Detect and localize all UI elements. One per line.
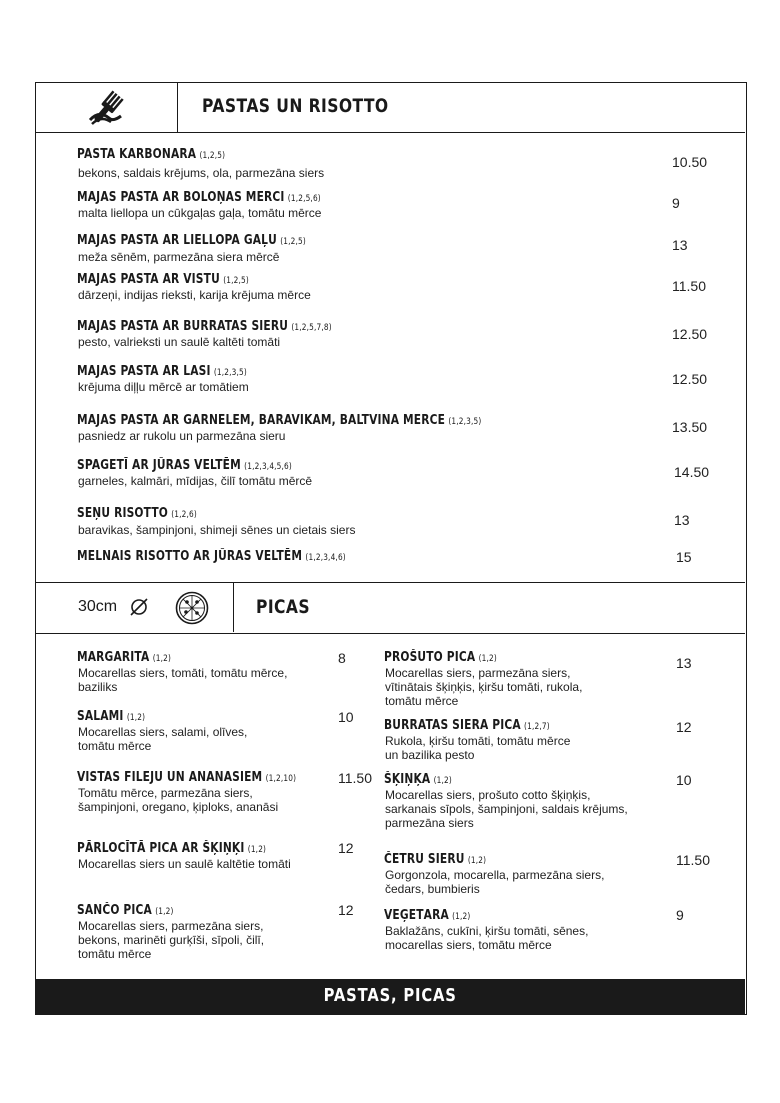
menu-item-desc: dārzeņi, indijas rieksti, karija krējuma mērce: [78, 288, 311, 302]
menu-item-name: PASTA KARBONARA (1,2,5): [77, 147, 226, 162]
pizza-item-price: 12: [338, 840, 354, 856]
pizza-section-title: PICAS: [256, 596, 310, 618]
pizza-item-price: 10: [338, 709, 354, 725]
pizza-item-price: 12: [338, 902, 354, 918]
pasta-icon-cell: [36, 83, 178, 132]
pizza-item-desc: Mocarellas siers, tomāti, tomātu mērce, baziliks: [78, 666, 288, 694]
pizza-item-name: ŠĶIŅĶA (1,2): [384, 772, 452, 787]
menu-item-name: MĀJAS PASTA AR BOLOŅAS MĒRCI (1,2,5,6): [77, 190, 321, 205]
pizza-item-desc: Mocarellas siers, salami, olīves, tomātu mērce: [78, 725, 248, 753]
menu-item-name: SPAGETĪ AR JŪRAS VELTĒM (1,2,3,4,5,6): [77, 458, 292, 473]
pizza-item-desc: Mocarellas siers, prošuto cotto šķiņķis, sarkanais sīpols, šampinjoni, saldais krējums, parmezāna siers: [385, 788, 628, 830]
pizza-item-name: PROŠUTO PICA (1,2): [384, 650, 497, 665]
pizza-item-name: BURRATAS SIERA PICA (1,2,7): [384, 718, 550, 733]
menu-item-desc: meža sēnēm, parmezāna siera mērcē: [78, 250, 280, 264]
menu-item-name: MĀJAS PASTA AR LASI (1,2,3,5): [77, 364, 247, 379]
menu-item-price: 13.50: [672, 419, 708, 435]
pasta-section-title: PASTAS UN RISOTTO: [202, 95, 389, 117]
pizza-item-desc: Mocarellas siers un saulē kaltētie tomāti: [78, 857, 291, 871]
pizza-item-name: VEĢETĀRĀ (1,2): [384, 908, 471, 923]
pizza-item-price: 11.50: [338, 770, 372, 786]
menu-item-name: MĀJAS PASTA AR VISTU (1,2,5): [77, 272, 249, 287]
menu-item-price: 10.50: [672, 154, 708, 170]
menu-item-price: 11.50: [672, 278, 706, 294]
pizza-item-price: 11.50: [676, 852, 710, 868]
menu-item-name: MELNAIS RISOTTO AR JŪRAS VELTĒM (1,2,3,4,6): [77, 549, 346, 564]
pizza-item-desc: Mocarellas siers, parmezāna siers, vītinātais šķiņķis, ķiršu tomāti, rukola, tomātu mērce: [385, 666, 583, 708]
menu-item-name: MĀJAS PASTA AR BURRATAS SIERU (1,2,5,7,8): [77, 319, 332, 334]
pizza-item-name: SANČO PICA (1,2): [77, 903, 174, 918]
pizza-item-desc: Gorgonzola, mocarella, parmezāna siers, čedars, bumbieris: [385, 868, 605, 896]
menu-item-price: 13: [674, 512, 690, 528]
menu-item-desc: malta liellopa un cūkgaļas gaļa, tomātu mērce: [78, 206, 322, 220]
menu-item-desc: baravikas, šampinjoni, shimeji sēnes un cietais siers: [78, 523, 356, 537]
menu-frame: [35, 82, 747, 1015]
footer-bar: [36, 979, 745, 1014]
pizza-item-price: 13: [676, 655, 692, 671]
menu-item-price: 9: [672, 195, 680, 211]
pizza-item-desc: Rukola, ķiršu tomāti, tomātu mērce un bazilika pesto: [385, 734, 571, 762]
pasta-section-header: [36, 83, 745, 133]
footer-title: PASTAS, PICAS: [323, 985, 458, 1006]
menu-item-price: 12.50: [672, 371, 708, 387]
pizza-item-name: VISTAS FILEJU UN ANANĀSIEM (1,2,10): [77, 770, 297, 785]
menu-item-name: SĒŅU RISOTTO (1,2,6): [77, 506, 197, 521]
pizza-size-label: 30cm: [78, 598, 118, 615]
pizza-size-cell: [36, 583, 234, 632]
pizza-item-name: PĀRLOCĪTĀ PICA AR ŠĶIŅĶI (1,2): [77, 841, 267, 856]
menu-item-price: 12.50: [672, 326, 708, 342]
pizza-item-price: 10: [676, 772, 692, 788]
menu-item-price: 14.50: [674, 464, 710, 480]
diameter-icon: [129, 597, 149, 617]
menu-item-desc: pasniedz ar rukolu un parmezāna sieru: [78, 429, 286, 443]
menu-item-price: 15: [676, 549, 692, 565]
pizza-item-price: 12: [676, 719, 692, 735]
pizza-item-name: ČETRU SIERU (1,2): [384, 852, 487, 867]
pizza-icon: [175, 591, 209, 625]
menu-item-name: MĀJAS PASTA AR GARNELĒM, BARAVIKĀM, BALTVĪNA MĒRCĒ (1,2,3,5): [77, 413, 482, 428]
pizza-section-header: [36, 582, 745, 634]
pizza-item-name: SALAMI (1,2): [77, 709, 146, 724]
menu-item-name: MĀJAS PASTA AR LIELLOPA GAĻU (1,2,5): [77, 233, 306, 248]
menu-item-desc: pesto, valrieksti un saulē kaltēti tomāti: [78, 335, 281, 349]
pizza-item-desc: Tomātu mērce, parmezāna siers, šampinjoni, oregano, ķiploks, ananāsi: [78, 786, 279, 814]
pizza-item-price: 9: [676, 907, 684, 923]
menu-item-desc: garneles, kalmāri, mīdijas, čilī tomātu mērcē: [78, 474, 313, 488]
pizza-item-price: 8: [338, 650, 346, 666]
menu-item-price: 13: [672, 237, 688, 253]
menu-item-desc: bekons, saldais krējums, ola, parmezāna siers: [78, 166, 325, 180]
pizza-item-name: MARGARITA (1,2): [77, 650, 172, 665]
pizza-item-desc: Mocarellas siers, parmezāna siers, bekons, marinēti gurķīši, sīpoli, čilī, tomātu mērce: [78, 919, 265, 961]
menu-item-desc: krējuma diļļu mērcē ar tomātiem: [78, 380, 249, 394]
pasta-fork-icon: [87, 88, 127, 128]
pizza-item-desc: Baklažāns, cukīni, ķiršu tomāti, sēnes, mocarellas siers, tomātu mērce: [385, 924, 589, 952]
